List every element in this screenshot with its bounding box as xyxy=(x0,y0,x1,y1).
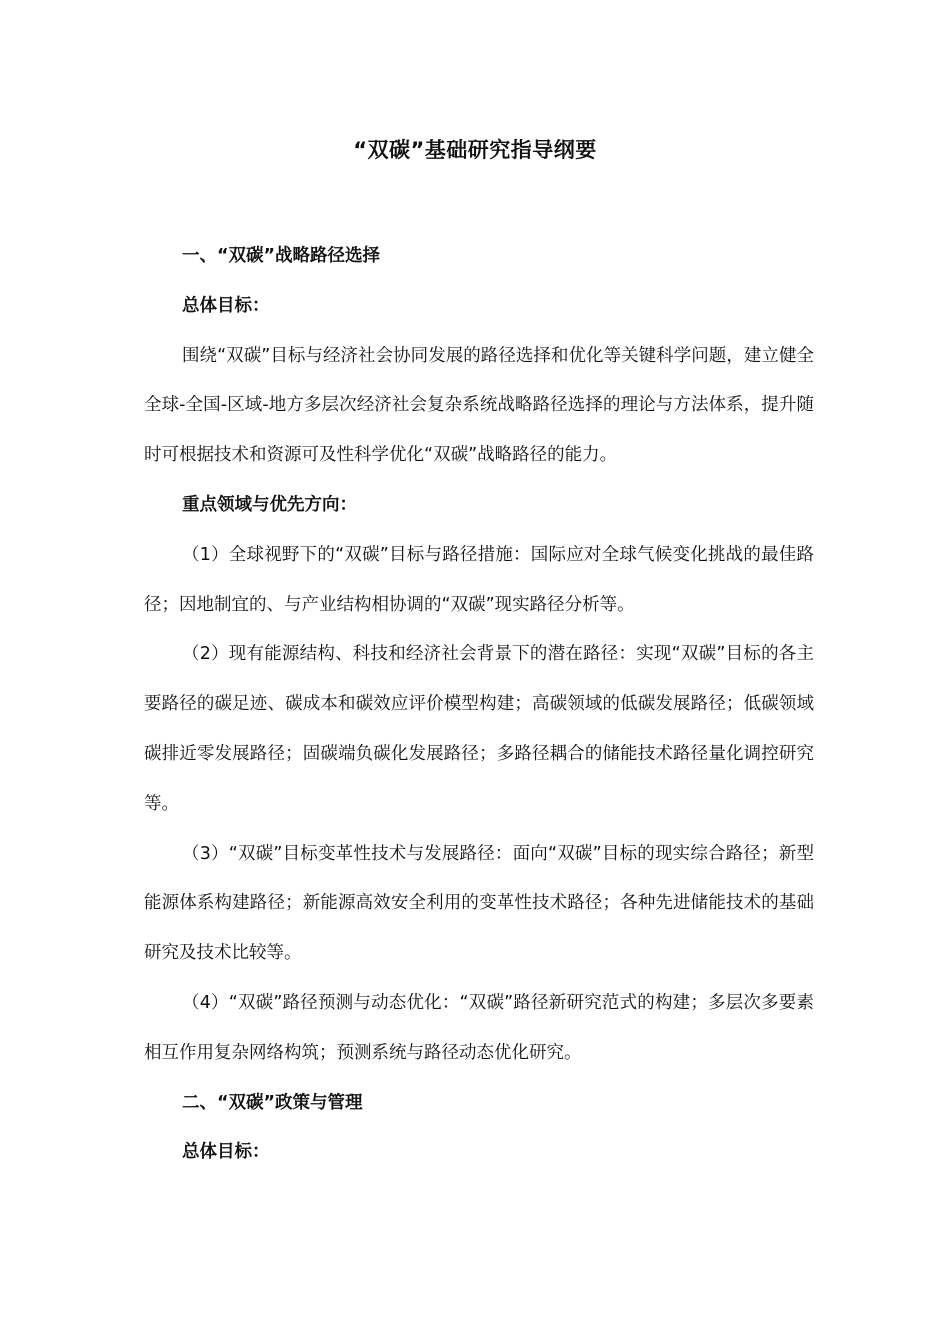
focus-label: 重点领域与优先方向： xyxy=(182,494,357,515)
section-heading: 二、“双碳”政策与管理 xyxy=(182,1092,363,1113)
document-title: “双碳”基础研究指导纲要 xyxy=(353,138,597,162)
focus-item: （4）“双碳”路径预测与动态优化：“双碳”路径新研究范式的构建；多层次多要素相互作用复杂网络构筑；预测系统与路径动态优化研究。 xyxy=(144,992,814,1063)
goal-paragraph: 围绕“双碳”目标与经济社会协同发展的路径选择和优化等关键科学问题，建立健全全球-全国-区域-地方多层次经济社会复杂系统战略路径选择的理论与方法体系，提升随时可根据技术和资源可及性科学优化“双碳”战略路径的能力。 xyxy=(144,345,814,466)
section-heading: 一、“双碳”战略路径选择 xyxy=(182,246,381,266)
document-body xyxy=(144,232,814,1178)
focus-item: （3）“双碳”目标变革性技术与发展路径：面向“双碳”目标的现实综合路径；新型能源体系构建路径；新能源高效安全利用的变革性技术路径；各种先进储能技术的基础研究及技术比较等。 xyxy=(144,843,814,964)
focus-item: （1）全球视野下的“双碳”目标与路径措施：国际应对全球气候变化挑战的最佳路径；因地制宜的、与产业结构相协调的“双碳”现实路径分析等。 xyxy=(144,544,814,615)
goal-label: 总体目标： xyxy=(182,1142,270,1163)
focus-item: （2）现有能源结构、科技和经济社会背景下的潜在路径：实现“双碳”目标的各主要路径的碳足迹、碳成本和碳效应评价模型构建；高碳领域的低碳发展路径；低碳领域碳排近零发展路径；固碳端负碳化发展路径；多路径耦合的储能技术路径量化调控研究等。 xyxy=(144,644,814,814)
goal-label: 总体目标： xyxy=(182,295,270,316)
